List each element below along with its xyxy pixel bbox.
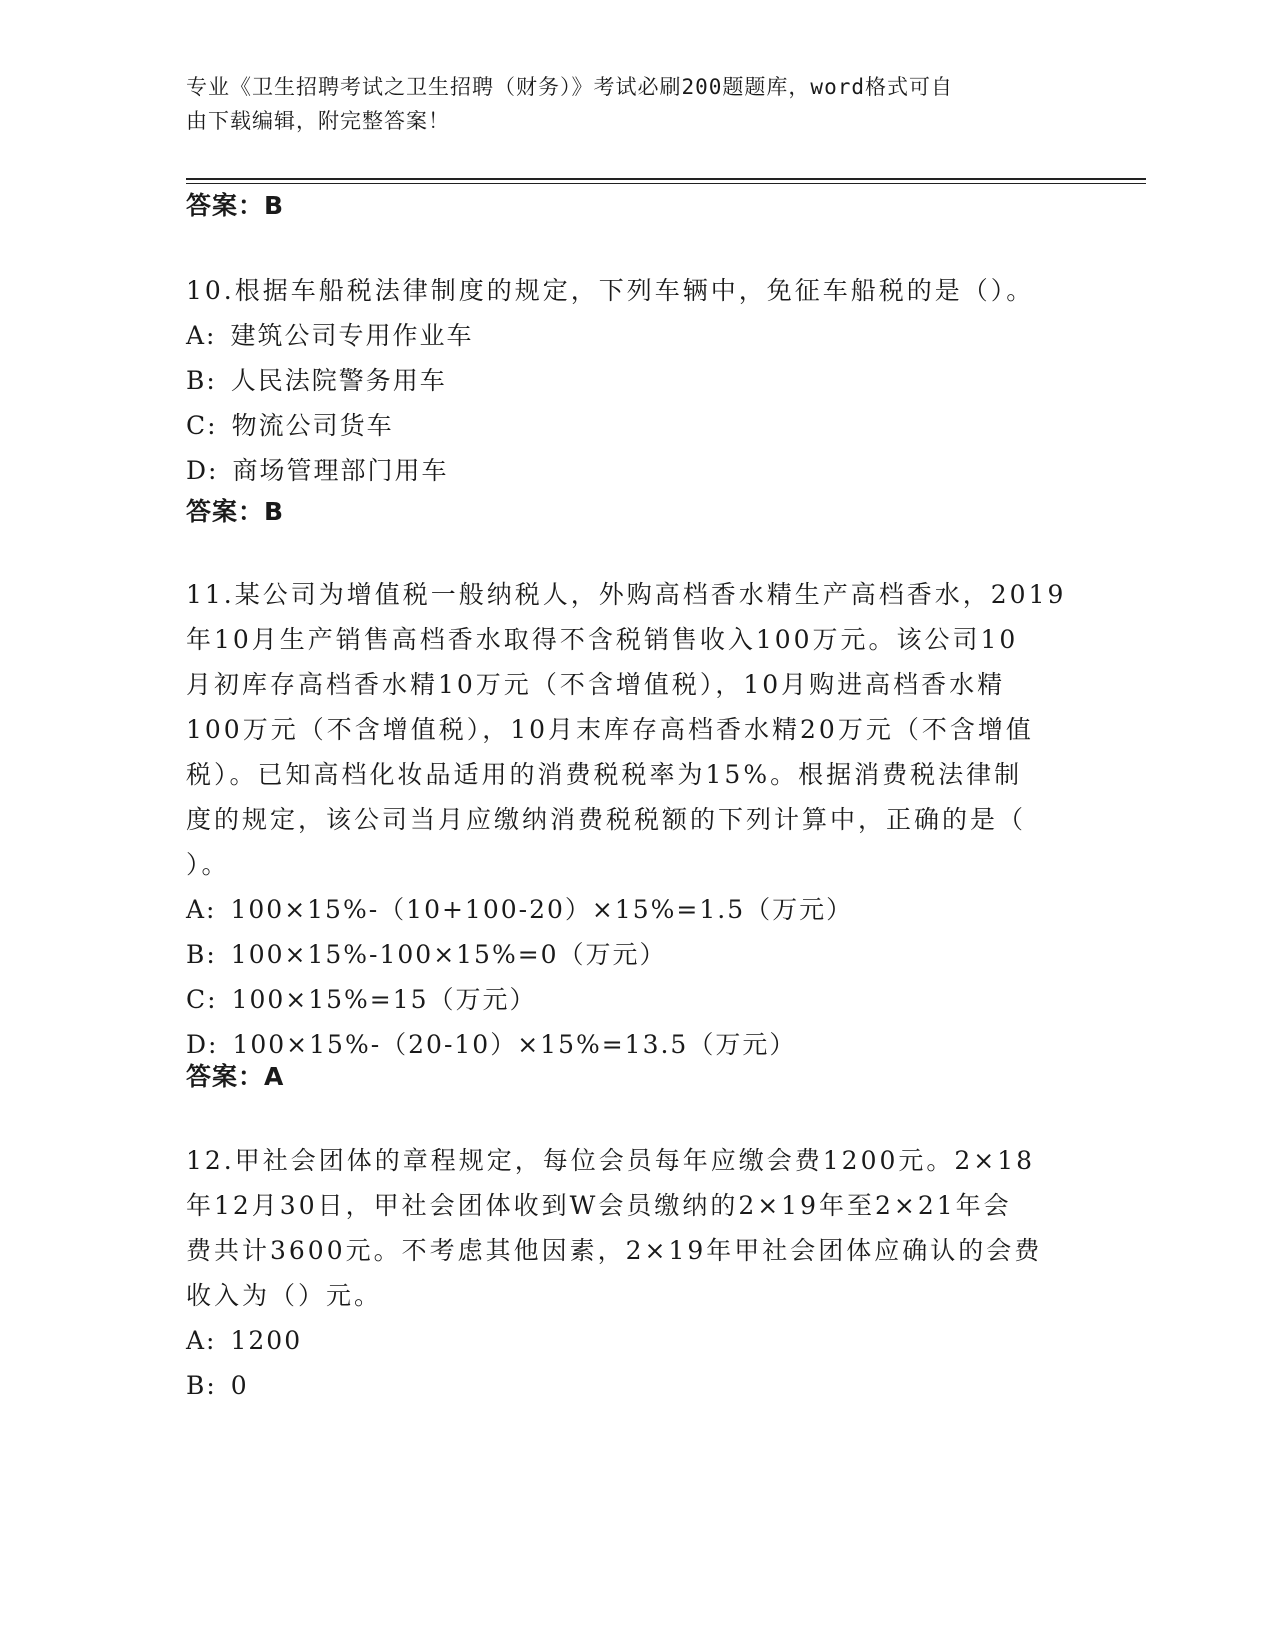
- question-12-line-4: 收入为（）元。: [186, 1281, 383, 1310]
- question-11-answer: 答案：A: [186, 1062, 285, 1091]
- question-10-option-d: D: 商场管理部门用车: [186, 456, 449, 485]
- header-line-2: 由下载编辑，附完整答案！: [186, 109, 450, 133]
- question-12: [186, 1138, 1086, 1408]
- question-10-option-a: A: 建筑公司专用作业车: [186, 321, 474, 350]
- question-11-option-a: A: 100×15%-（10+100-20）×15%=1.5（万元）: [186, 895, 854, 924]
- question-11: [186, 572, 1086, 1067]
- question-12-line-2: 年12月30日，甲社会团体收到W会员缴纳的2×19年至2×21年会: [186, 1191, 1012, 1220]
- question-11-line-4: 100万元（不含增值税），10月末库存高档香水精20万元（不含增值: [186, 715, 1034, 744]
- question-11-option-c: C: 100×15%=15（万元）: [186, 985, 537, 1014]
- question-11-line-2: 年10月生产销售高档香水取得不含税销售收入100万元。该公司10: [186, 625, 1019, 654]
- question-12-option-b: B: 0: [186, 1371, 249, 1400]
- question-11-line-5: 税）。已知高档化妆品适用的消费税税率为15%。根据消费税法律制: [186, 760, 1023, 789]
- question-12-option-a: A: 1200: [186, 1326, 303, 1355]
- question-11-line-3: 月初库存高档香水精10万元（不含增值税），10月购进高档香水精: [186, 670, 1006, 699]
- question-11-option-b: B: 100×15%-100×15%=0（万元）: [186, 940, 667, 969]
- question-10-option-c: C: 物流公司货车: [186, 411, 394, 440]
- question-11-line-7: ）。: [186, 850, 230, 879]
- header-line-1: 专业《卫生招聘考试之卫生招聘（财务）》考试必刷200题题库，word格式可自: [186, 75, 953, 99]
- question-10-option-b: B: 人民法院警务用车: [186, 366, 447, 395]
- document-header: [186, 70, 1086, 138]
- question-11-line-6: 度的规定，该公司当月应缴纳消费税税额的下列计算中，正确的是（: [186, 805, 1027, 834]
- question-10-line-1: 10.根据车船税法律制度的规定，下列车辆中，免征车船税的是（）。: [186, 276, 1035, 305]
- question-11-line-1: 11.某公司为增值税一般纳税人，外购高档香水精生产高档香水，2019: [186, 580, 1067, 609]
- answer-prev: 答案：B: [186, 191, 285, 220]
- header-rule-thin: [186, 183, 1146, 184]
- question-10-answer: 答案：B: [186, 497, 285, 526]
- question-12-line-3: 费共计3600元。不考虑其他因素，2×19年甲社会团体应确认的会费: [186, 1236, 1043, 1265]
- question-11-option-d: D: 100×15%-（20-10）×15%=13.5（万元）: [186, 1030, 797, 1059]
- question-12-line-1: 12.甲社会团体的章程规定，每位会员每年应缴会费1200元。2×18: [186, 1146, 1036, 1175]
- question-10: [186, 268, 1086, 493]
- header-rule-thick: [186, 178, 1146, 180]
